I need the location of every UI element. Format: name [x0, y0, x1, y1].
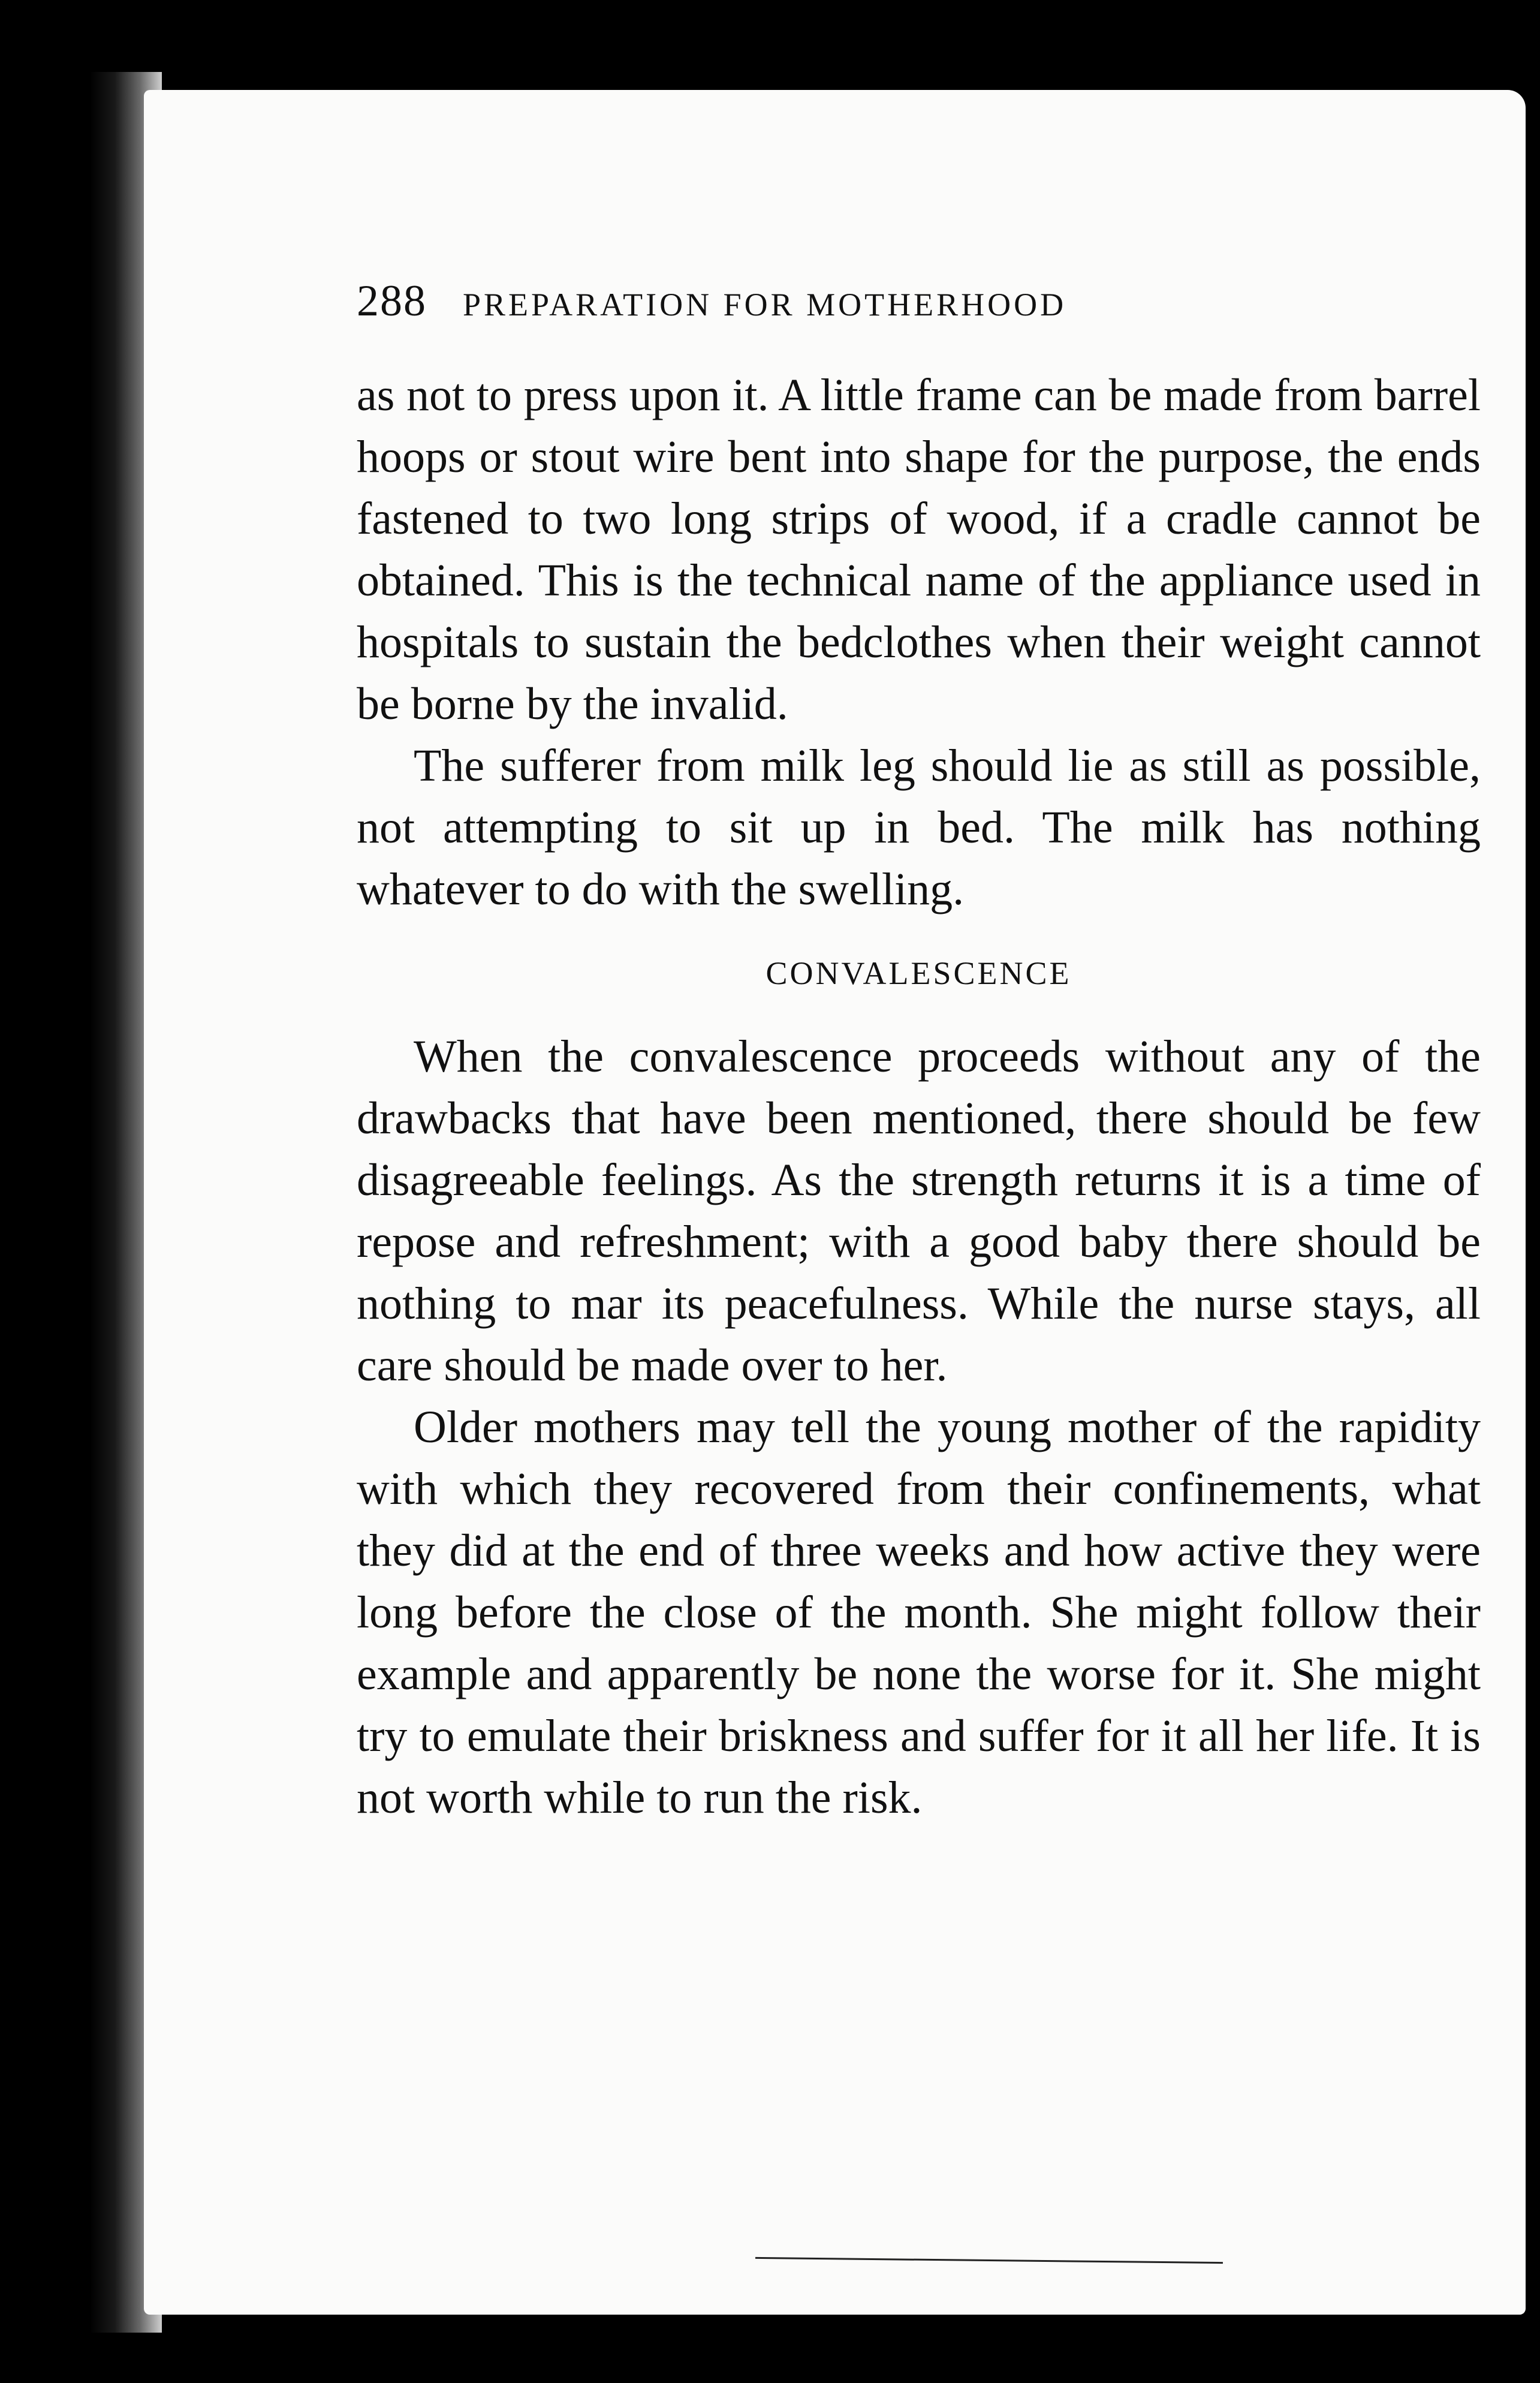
paragraph: When the convalescence proceeds without any of the drawbacks that have been mentioned, there should be few disagreeable feelings. As the strength returns it is a time of repose and refreshment; with a good baby there should be nothing to mar its peacefulness. While the nurse stays, all care should be made over to her. — [357, 1031, 1481, 1391]
section-heading: CONVALESCENCE — [766, 955, 1072, 991]
page-header — [357, 276, 1376, 330]
page-body — [357, 365, 1481, 1829]
paragraph: as not to press upon it. A little frame can be made from barrel hoops or stout wire bent into shape for the purpose, the ends fastened to two long strips of wood, if a cradle cannot be obtained. This is the technical name of the appliance used in hospitals to sustain the bedclothes when their weight cannot be borne by the invalid. — [357, 370, 1481, 729]
paragraph: The sufferer from milk leg should lie as still as possible, not attempting to sit up in bed. The milk has nothing whatever to do with the swelling. — [357, 741, 1481, 914]
page-number: 288 — [357, 276, 427, 326]
paragraph: Older mothers may tell the young mother of the rapidity with which they recovered from their confinements, what they did at the end of three weeks and how active they were long before the close of the month. She might follow their example and apparently be none the worse for it. She might try to emulate their briskness and suffer for it all her life. It is not worth while to run the risk. — [357, 1402, 1481, 1823]
running-head: PREPARATION FOR MOTHERHOOD — [463, 287, 1067, 323]
